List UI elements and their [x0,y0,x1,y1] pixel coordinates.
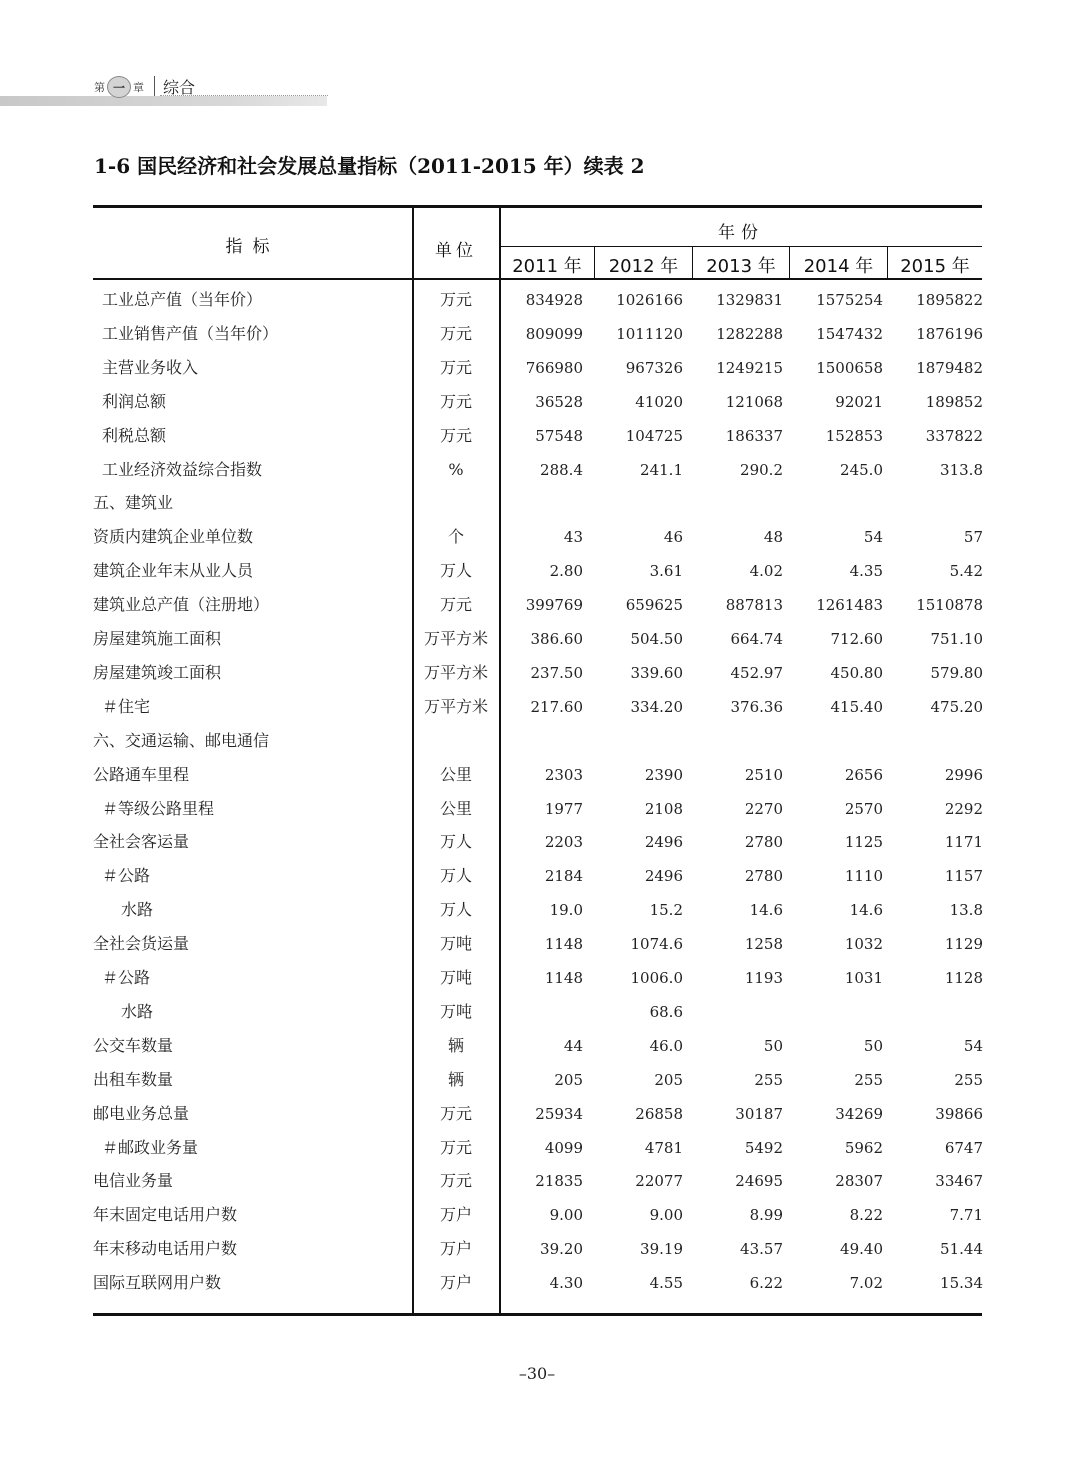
row-value: 967326 [625,358,683,377]
row-value: 50 [863,1036,883,1055]
row-unit: 万元 [439,357,472,377]
row-value: 9.00 [649,1206,683,1225]
row-value: 8.99 [749,1206,783,1225]
row-indicator-name: ＃公路 [102,866,151,886]
row-indicator-name: 公交车数量 [93,1035,174,1055]
row-value: 1171 [944,833,983,852]
row-value: 205 [654,1070,683,1089]
row-value: 13.8 [949,901,983,920]
table-row [93,1232,982,1266]
table-row [93,1029,982,1063]
row-value: 54 [963,1036,983,1055]
table-row [93,554,982,588]
row-value: 1547432 [816,324,883,343]
table-row [93,283,982,317]
row-unit: 万元 [439,1137,472,1157]
row-value: 1249215 [716,358,783,377]
row-value: 2780 [744,867,783,886]
row-value: 48 [763,528,783,547]
row-value: 255 [854,1070,883,1089]
row-value: 1876196 [916,324,983,343]
row-unit: 公里 [439,798,472,818]
row-value: 2390 [644,765,683,784]
row-value: 809099 [525,324,583,343]
row-value: 1031 [844,969,883,987]
row-value: 1157 [944,867,983,886]
row-value: 152853 [825,426,883,445]
row-indicator-name: 利税总额 [102,425,167,445]
row-value: 1148 [544,969,583,987]
row-unit: 辆 [447,1035,464,1055]
row-indicator-name: 主营业务收入 [102,357,199,377]
row-value: 1575254 [816,291,883,309]
row-unit: 万元 [439,425,472,445]
row-value: 241.1 [640,460,683,479]
row-value: 2292 [944,799,983,818]
row-indicator-name: 工业销售产值（当年价） [102,323,279,343]
row-indicator-name: 年末移动电话用户数 [93,1239,238,1259]
table-header-rule [93,278,982,280]
row-value: 7.71 [949,1206,983,1225]
row-value: 2203 [544,833,583,852]
row-value: 9.00 [549,1206,583,1225]
row-unit: 万户 [439,1273,472,1293]
table-row [93,825,982,859]
row-value: 712.60 [830,630,883,648]
row-indicator-name: 公路通车里程 [93,764,190,784]
row-value: 205 [554,1070,583,1089]
row-value: 14.6 [849,901,883,920]
chapter-badge-number: 一 [107,76,131,98]
row-value: 25934 [535,1104,583,1123]
row-value: 92021 [835,392,883,411]
column-header-unit: 单位 [435,241,477,261]
table-row [93,893,982,927]
row-indicator-name: 水路 [121,1001,154,1021]
row-value: 579.80 [930,663,983,682]
row-value: 8.22 [849,1206,883,1225]
row-indicator-name: 房屋建筑竣工面积 [93,662,222,682]
row-value: 1879482 [916,358,983,377]
row-value: 33467 [935,1172,983,1191]
row-unit: 万吨 [439,934,472,954]
row-value: 51.44 [940,1240,983,1259]
column-header-year: 2012 年 [608,256,679,277]
table-row [93,419,982,453]
row-value: 834928 [525,291,583,309]
row-value: 104725 [625,426,683,445]
row-value: 2184 [544,867,583,886]
row-unit: 万平方米 [423,662,488,682]
table-row [93,724,982,758]
row-value: 49.40 [840,1240,883,1259]
row-value: 2996 [944,765,983,784]
row-indicator-name: 年末固定电话用户数 [93,1205,238,1225]
row-value: 452.97 [730,663,783,682]
row-value: 15.34 [940,1274,983,1293]
year-group-rule [500,246,982,247]
row-value: 6.22 [749,1274,783,1293]
row-unit: 万吨 [439,968,472,987]
row-indicator-name: 全社会客运量 [93,832,190,852]
row-value: 288.4 [540,460,583,479]
row-indicator-name: 工业经济效益综合指数 [102,459,263,479]
row-unit: 辆 [447,1069,464,1089]
row-value: 46 [663,528,683,547]
row-value: 1128 [944,969,983,987]
table-bottom-rule [93,1313,982,1316]
row-unit: 万元 [439,595,472,615]
row-unit: 万元 [439,323,472,343]
row-value: 50 [763,1036,783,1055]
row-indicator-name: ＃住宅 [102,696,151,716]
row-value: 399769 [525,596,583,615]
row-unit: 个 [447,527,464,547]
row-value: 2496 [644,867,683,886]
row-indicator-name: 水路 [121,900,154,920]
table-row [93,859,982,893]
row-value: 1110 [844,867,883,886]
row-value: 34269 [835,1104,883,1123]
chapter-badge-char: 章 [133,81,144,94]
row-unit: 万户 [439,1239,472,1259]
row-unit: 万人 [439,866,472,886]
row-value: 3.61 [649,562,683,581]
row-value: 21835 [535,1172,583,1191]
row-value: 1258 [744,935,783,954]
row-value: 1500658 [816,358,883,377]
table-row [93,622,982,656]
row-value: 43 [563,528,583,547]
table-row [93,1198,982,1232]
row-unit: 万元 [439,1171,472,1191]
row-unit: 万人 [439,561,472,581]
table-row [93,1266,982,1300]
row-value: 339.60 [630,663,683,682]
row-value: 766980 [525,358,583,377]
row-value: 2570 [844,799,883,818]
row-value: 2510 [744,765,783,784]
row-value: 1261483 [816,596,883,615]
row-value: 751.10 [930,630,983,648]
row-indicator-name: 资质内建筑企业单位数 [93,527,254,547]
row-value: 30187 [735,1104,783,1123]
row-indicator-name: 电信业务量 [93,1171,174,1191]
row-value: 386.60 [530,630,583,648]
table-row [93,588,982,622]
row-value: 39.20 [540,1240,583,1259]
row-value: 1032 [844,935,883,954]
row-value: 28307 [835,1172,883,1191]
row-value: 4.02 [749,562,783,581]
row-value: 255 [954,1070,983,1089]
row-value: 46.0 [649,1036,683,1055]
row-value: 2303 [544,765,583,784]
row-value: 43.57 [740,1240,783,1259]
table-row [93,453,982,487]
row-unit: 万平方米 [423,629,488,648]
row-indicator-name: 五、建筑业 [93,493,174,513]
row-value: 2780 [744,833,783,852]
row-value: 121068 [725,392,783,411]
row-value: 7.02 [849,1274,883,1293]
row-value: 2496 [644,833,683,852]
row-value: 245.0 [840,460,883,479]
row-unit: 万人 [439,832,472,852]
row-value: 4.55 [649,1274,683,1293]
row-value: 4.35 [849,562,883,581]
row-value: 450.80 [830,663,883,682]
row-value: 26858 [635,1104,683,1123]
row-unit: 万元 [439,1103,472,1123]
row-indicator-name: 全社会货运量 [93,934,190,954]
row-value: 5492 [744,1138,783,1157]
table-row [93,961,982,995]
row-value: 14.6 [749,901,783,920]
row-unit: 万元 [439,290,472,309]
table-row [93,995,982,1029]
row-value: 237.50 [530,663,583,682]
table-row [93,520,982,554]
row-value: 1282288 [716,324,783,343]
row-value: 1011120 [616,324,683,343]
column-header-indicator: 指标 [225,237,280,257]
row-value: 4781 [644,1138,683,1157]
row-value: 1006.0 [630,969,683,987]
row-value: 1895822 [916,291,983,309]
table-row [93,1131,982,1165]
row-unit: 公里 [439,764,472,784]
row-unit: 万元 [439,391,472,411]
row-value: 1329831 [716,291,783,309]
row-value: 504.50 [630,630,683,648]
row-value: 475.20 [930,697,983,716]
chapter-badge-char: 第 [94,81,105,94]
row-indicator-name: 六、交通运输、邮电通信 [93,730,270,750]
row-value: 1074.6 [630,935,683,954]
row-indicator-name: 房屋建筑施工面积 [93,629,222,648]
row-value: 19.0 [549,901,583,920]
row-indicator-name: 邮电业务总量 [93,1103,190,1123]
row-unit: 万吨 [439,1001,472,1021]
table-row [93,385,982,419]
table-row [93,317,982,351]
column-header-year: 2014 年 [803,256,874,277]
row-value: 2.80 [549,562,583,581]
row-value: 39.19 [640,1240,683,1259]
row-unit: 万户 [439,1205,472,1225]
table-title: 1-6 国民经济和社会发展总量指标（2011-2015 年）续表 2 [94,154,645,178]
row-value: 2656 [844,765,883,784]
row-value: 57 [963,528,983,547]
row-value: 39866 [935,1104,983,1123]
row-value: 290.2 [740,460,783,479]
table-row [93,351,982,385]
table-row [93,486,982,520]
table-row [93,1097,982,1131]
row-value: 186337 [725,426,783,445]
row-indicator-name: ＃邮政业务量 [102,1137,199,1157]
row-value: 659625 [625,596,683,615]
row-indicator-name: 建筑业总产值（注册地） [93,595,270,615]
row-value: 1129 [944,935,983,954]
table-row [93,927,982,961]
row-indicator-name: 国际互联网用户数 [93,1273,222,1293]
row-value: 255 [754,1070,783,1089]
column-header-year: 2013 年 [706,256,776,277]
row-value: 1148 [544,935,583,954]
table-top-rule [93,205,982,208]
table-row [93,758,982,792]
row-value: 6747 [944,1138,983,1157]
row-value: 22077 [635,1172,683,1191]
row-value: 44 [563,1036,583,1055]
row-value: 189852 [925,392,983,411]
table-row [93,690,982,724]
chapter-name: 综合 [163,78,196,97]
row-value: 376.36 [730,697,783,716]
table-row [93,1164,982,1198]
row-value: 1510878 [916,596,983,615]
row-indicator-name: 工业总产值（当年价） [102,290,263,309]
row-unit: 万平方米 [423,696,488,716]
column-header-year: 2015 年 [900,256,970,277]
row-value: 57548 [535,426,583,445]
table-row [93,792,982,826]
row-value: 217.60 [530,697,583,716]
row-value: 887813 [725,596,783,615]
row-value: 4099 [544,1138,583,1157]
column-header-year-group: 年份 [718,223,764,243]
row-value: 24695 [735,1172,783,1191]
row-indicator-name: ＃等级公路里程 [102,798,215,818]
row-value: 5.42 [949,562,983,581]
row-indicator-name: 出租车数量 [93,1069,174,1089]
row-unit: 万人 [439,900,472,920]
row-value: 337822 [925,426,983,445]
row-value: 5962 [844,1138,883,1157]
row-indicator-name: ＃公路 [102,968,151,987]
row-value: 2270 [744,799,783,818]
row-value: 415.40 [830,697,883,716]
row-value: 41020 [635,392,683,411]
row-value: 4.30 [549,1274,583,1293]
row-unit: % [448,459,464,479]
row-value: 334.20 [630,697,683,716]
column-header-year: 2011 年 [512,256,582,277]
chapter-separator [154,76,155,96]
page-number: –30– [518,1364,556,1383]
row-value: 313.8 [940,460,983,479]
row-value: 1125 [844,833,883,852]
row-value: 54 [863,528,883,547]
row-value: 36528 [535,392,583,411]
row-value: 15.2 [649,901,683,920]
row-value: 1026166 [616,291,683,309]
table-row [93,1063,982,1097]
row-value: 68.6 [649,1002,683,1021]
row-value: 2108 [644,799,683,818]
row-value: 1193 [744,969,783,987]
table-row [93,656,982,690]
row-indicator-name: 利润总额 [102,391,167,411]
chapter-badge [94,77,144,97]
row-value: 664.74 [730,630,783,648]
row-indicator-name: 建筑企业年末从业人员 [93,561,254,581]
row-value: 1977 [544,799,583,818]
